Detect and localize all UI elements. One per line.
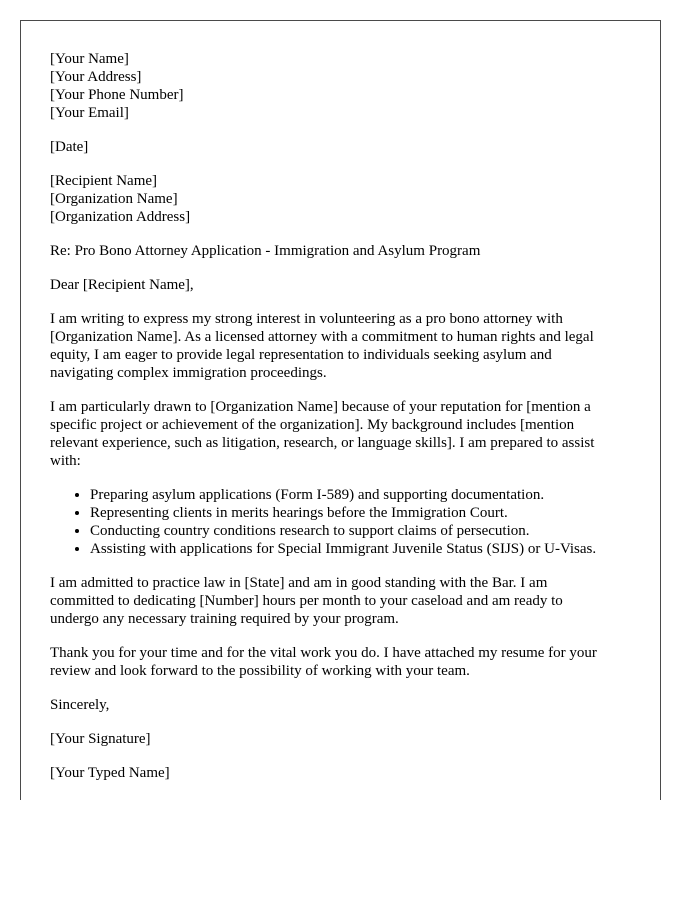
sender-email: [Your Email] — [50, 105, 129, 121]
subject-block — [50, 242, 640, 260]
recipient-block — [50, 172, 640, 226]
body-paragraph-1 — [50, 310, 640, 382]
sender-phone: [Your Phone Number] — [50, 87, 184, 103]
signature-block — [50, 730, 640, 748]
closing: Sincerely, — [50, 697, 110, 713]
services-list — [50, 486, 640, 558]
recipient-name: [Recipient Name] — [50, 173, 158, 189]
list-item: • Conducting country conditions research to support claims of persecution. — [90, 522, 640, 540]
recipient-address: [Organization Address] — [50, 209, 191, 225]
paragraph-line: review and look forward to the possibility of working with your team. — [50, 663, 470, 679]
list-item: • Assisting with applications for Special Immigrant Juvenile Status (SIJS) or U-Visas. — [90, 540, 640, 558]
paragraph-line: undergo any necessary training required by your program. — [50, 611, 399, 627]
paragraph-line: relevant experience, such as litigation, research, or language skills]. I am prepared to assist — [50, 435, 595, 451]
typed-name: [Your Typed Name] — [50, 765, 170, 781]
paragraph-line: [Organization Name]. As a licensed attorney with a commitment to human rights and legal — [50, 329, 594, 345]
date-block — [50, 138, 640, 156]
sender-name: [Your Name] — [50, 51, 129, 67]
body-paragraph-4 — [50, 644, 640, 680]
paragraph-line: navigating complex immigration proceedings. — [50, 365, 327, 381]
paragraph-line: I am admitted to practice law in [State] and am in good standing with the Bar. I am — [50, 575, 548, 591]
letter-page — [20, 20, 661, 800]
body-paragraph-2 — [50, 398, 640, 470]
paragraph-line: Thank you for your time and for the vital work you do. I have attached my resume for your — [50, 645, 597, 661]
body-paragraph-3 — [50, 574, 640, 628]
paragraph-line: I am writing to express my strong interest in volunteering as a pro bono attorney with — [50, 311, 563, 327]
paragraph-line: equity, I am eager to provide legal representation to individuals seeking asylum and — [50, 347, 552, 363]
paragraph-line: I am particularly drawn to [Organization Name] because of your reputation for [mention a — [50, 399, 591, 415]
recipient-organization: [Organization Name] — [50, 191, 178, 207]
salutation: Dear [Recipient Name], — [50, 277, 194, 293]
signature: [Your Signature] — [50, 731, 151, 747]
paragraph-line: committed to dedicating [Number] hours per month to your caseload and am ready to — [50, 593, 563, 609]
list-item: • Representing clients in merits hearings before the Immigration Court. — [90, 504, 640, 522]
typed-name-block — [50, 764, 640, 782]
paragraph-line: with: — [50, 453, 81, 469]
salutation-block — [50, 276, 640, 294]
subject-line: Re: Pro Bono Attorney Application - Immigration and Asylum Program — [50, 243, 481, 259]
closing-block — [50, 696, 640, 714]
sender-address: [Your Address] — [50, 69, 142, 85]
letter-content — [50, 50, 640, 798]
list-item: • Preparing asylum applications (Form I-589) and supporting documentation. — [90, 486, 640, 504]
letter-date: [Date] — [50, 139, 89, 155]
sender-block — [50, 50, 640, 122]
paragraph-line: specific project or achievement of the organization]. My background includes [mention — [50, 417, 575, 433]
